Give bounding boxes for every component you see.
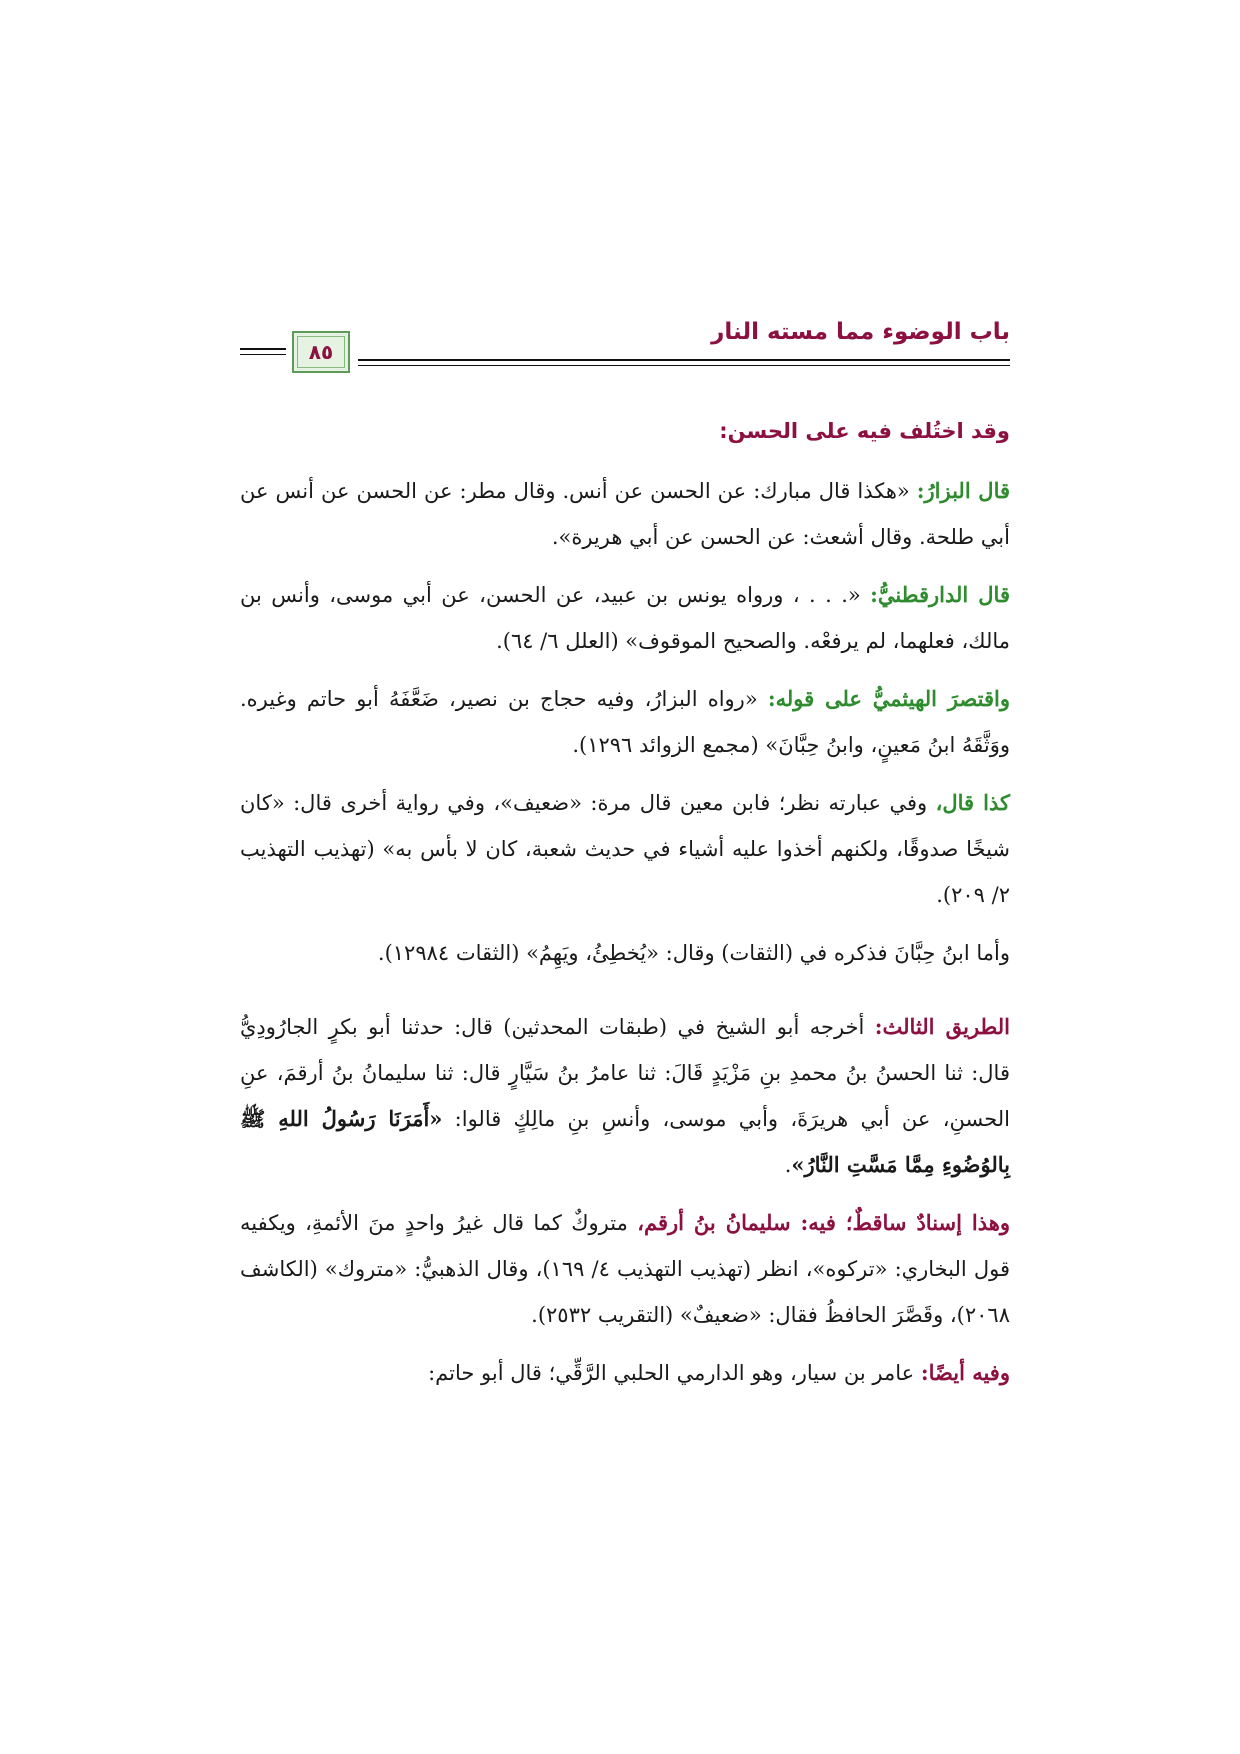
paragraph bbox=[240, 1004, 1010, 1188]
page-header bbox=[240, 315, 1010, 375]
paragraph bbox=[240, 1350, 1010, 1396]
paragraph-text: وفي عبارته نظر؛ فابن معين قال مرة: «ضعيف»، وفي رواية أخرى قال: «كان شيخًا صدوقًا، ولكنهم أخذوا عليه أشياء في حديث شعبة، كان لا بأس به» (تهذيب التهذيب ٢/ ٢٠٩). bbox=[240, 791, 1010, 907]
chapter-title: باب الوضوء مما مسته النار bbox=[711, 319, 1010, 345]
paragraph-text: وأما ابنُ حِبَّانَ فذكره في (الثقات) وقال: «يُخطِئُ، ويَهِمُ» (الثقات ١٢٩٨٤). bbox=[377, 941, 1010, 965]
page-number: ٨٥ bbox=[308, 340, 334, 364]
paragraph-lead: كذا قال، bbox=[935, 790, 1011, 815]
paragraph bbox=[240, 676, 1010, 768]
paragraph bbox=[240, 572, 1010, 664]
header-rule bbox=[358, 365, 1010, 366]
paragraph-lead: واقتصرَ الهيثميُّ على قوله: bbox=[767, 686, 1010, 711]
paragraph-text: «. . . ، ورواه يونس بن عبيد، عن الحسن، عن أبي موسى، وأنس بن مالك، فعلهما، لم يرفعْه. والصحيح الموقوف» (العلل ٦/ ٦٤). bbox=[240, 583, 1010, 653]
paragraph-lead: قال الدارقطنيُّ: bbox=[870, 582, 1010, 607]
paragraph bbox=[240, 1200, 1010, 1338]
paragraph-text: «هكذا قال مبارك: عن الحسن عن أنس. وقال مطر: عن الحسن عن أنس عن أبي طلحة. وقال أشعث: عن الحسن عن أبي هريرة». bbox=[240, 479, 1010, 549]
header-rule bbox=[358, 359, 1010, 361]
paragraph-lead: قال البزارُ: bbox=[916, 478, 1010, 503]
paragraph-text: أخرجه أبو الشيخ في (طبقات المحدثين) قال: حدثنا أبو بكرٍ الجارُودِيُّ قال: ثنا الحسنُ بنُ محمدِ بنِ مَزْيَدٍ قَالَ: ثنا عامرُ بنُ سَيَّارٍ قال: ثنا سليمانُ بنُ أرقمَ، عنِ الحسنِ، عن أبي هريرَةَ، وأبي موسى، وأنسِ بنِ مالِكٍ قالوا: bbox=[240, 1015, 1010, 1131]
paragraph-text: عامر بن سيار، وهو الدارمي الحلبي الرَّقِّي؛ قال أبو حاتم: bbox=[428, 1361, 921, 1385]
paragraph-lead: وهذا إسنادٌ ساقطٌ؛ فيه: سليمانُ بنُ أرقم، bbox=[637, 1210, 1010, 1235]
paragraph-text: «رواه البزارُ، وفيه حجاج بن نصير، ضَعَّفَهُ أبو حاتم وغيره. ووَثَّقَهُ ابنُ مَعينٍ، وابنُ حِبَّانَ» (مجمع الزوائد ١٢٩٦). bbox=[240, 687, 1010, 757]
paragraph bbox=[240, 780, 1010, 918]
paragraph-lead: وفيه أيضًا: bbox=[920, 1360, 1010, 1385]
header-rule bbox=[240, 348, 286, 350]
page-body bbox=[240, 408, 1010, 1408]
section-heading: وقد اختُلف فيه على الحسن: bbox=[719, 419, 1010, 443]
paragraph bbox=[240, 468, 1010, 560]
header-rule bbox=[240, 354, 286, 355]
paragraph-text: متروكٌ كما قال غيرُ واحدٍ منَ الأئمةِ، ويكفيه قول البخاري: «تركوه»، انظر (تهذيب التهذيب ٤/ ١٦٩)، وقال الذهبيُّ: «متروك» (الكاشف ٢٠٦٨)، وقَصَّرَ الحافظُ فقال: «ضعيفٌ» (التقريب ٢٥٣٢). bbox=[240, 1211, 1010, 1327]
hadith-quote: «أَمَرَنَا رَسُولُ اللهِ ﷺ بِالوُضُوءِ مِمَّا مَسَّتِ النَّارُ» bbox=[240, 1106, 1010, 1177]
paragraph-tail: . bbox=[784, 1153, 792, 1177]
page-number-badge bbox=[292, 331, 350, 373]
paragraph-lead: الطريق الثالث: bbox=[874, 1014, 1010, 1039]
paragraph bbox=[240, 930, 1010, 976]
